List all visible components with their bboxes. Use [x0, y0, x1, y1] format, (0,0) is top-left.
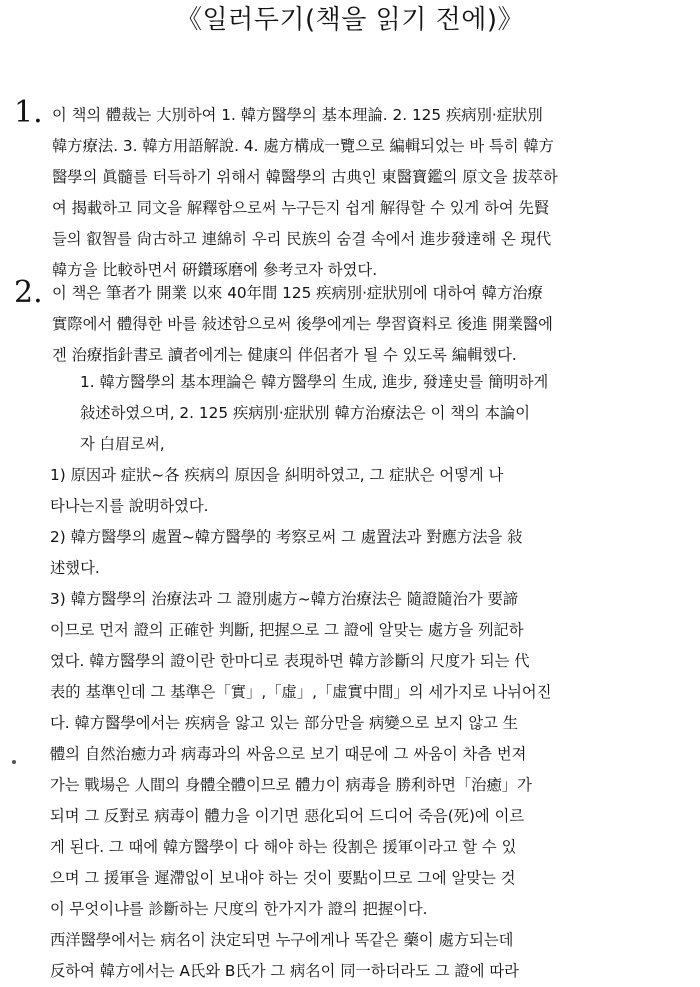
subsection-line: 2) 韓方醫學의 處置~韓方醫學的 考察로써 그 處置法과 對應方法을 敍 — [50, 528, 523, 546]
subsection-line: 타나는지를 說明하였다. — [50, 497, 209, 515]
subsection-line: 表的 基準인데 그 基準은「實」,「虛」,「虛實中間」의 세가지로 나뉘어진 — [50, 683, 552, 701]
section-1-body — [52, 100, 692, 286]
subsection-line: 敍述하였으며, 2. 125 疾病別·症狀別 韓方治療法은 이 책의 本論이 — [80, 404, 530, 422]
section-1-number: 1. — [14, 95, 43, 130]
subsection-line: 1) 原因과 症狀~各 疾病의 原因을 糾明하였고, 그 症狀은 어떻게 나 — [50, 466, 504, 484]
subsection-line: 되며 그 反對로 病毒이 體力을 이기면 惡化되어 드디어 죽음(死)에 이르 — [50, 807, 525, 825]
section-1-line: 醫學의 眞髓를 터득하기 위해서 韓醫學의 古典인 東醫寶鑑의 原文을 拔萃하 — [52, 168, 558, 186]
section-2-body — [52, 278, 692, 371]
subsection-line: 1. 韓方醫學의 基本理論은 韓方醫學의 生成, 進步, 發達史를 簡明하게 — [80, 373, 549, 391]
section-2-line: 實際에서 體得한 바를 敍述함으로써 後學에게는 學習資料로 後進 開業醫에 — [52, 315, 553, 333]
subsection-line: 자 白眉로써, — [80, 435, 165, 453]
section-2-number: 2. — [14, 275, 43, 310]
section-1-line: 들의 叡智를 尙古하고 連綿히 우리 民族의 숨결 속에서 進步發達해 온 現代 — [52, 230, 552, 248]
section-1-line: 이 책의 體裁는 大別하여 1. 韓方醫學의 基本理論. 2. 125 疾病別·症狀別 — [52, 106, 543, 124]
section-1-line: 여 揭載하고 同文을 解釋함으로써 누구든지 쉽게 解得할 수 있게 하여 先賢 — [52, 199, 550, 217]
section-2-line: 겐 治療指針書로 讀者에게는 健康의 伴侶者가 될 수 있도록 編輯했다. — [52, 346, 517, 364]
subsection-line: 이 무엇이냐를 診斷하는 尺度의 한가지가 證의 把握이다. — [50, 900, 428, 918]
page-title: 《일러두기(책을 읽기 전에)》 — [176, 5, 524, 35]
subsection-line: 가는 戰場은 人間의 身體全體이므로 體力이 病毒을 勝利하면「治癒」가 — [50, 776, 532, 794]
subsection-line: 體의 自然治癒力과 病毒과의 싸움으로 보기 때문에 그 싸움이 차츰 번져 — [50, 745, 527, 763]
subsection-line: 였다. 韓方醫學의 證이란 한마디로 表現하면 韓方診斷의 尺度가 되는 代 — [50, 652, 530, 670]
subsection-line: 反하여 韓方에서는 A氏와 B氏가 그 病名이 同一하더라도 그 證에 따라 — [50, 962, 519, 980]
subsection-line: 으며 그 援軍을 遲滯없이 보내야 하는 것이 要點이므로 그에 알맞는 것 — [50, 869, 516, 887]
subsection-line: 이므로 먼저 證의 正確한 判斷, 把握으로 그 證에 알맞는 處方을 列記하 — [50, 621, 524, 639]
subsection-body — [50, 367, 690, 987]
subsection-line: 西洋醫學에서는 病名이 決定되면 누구에게나 똑같은 藥이 處方되는데 — [50, 931, 514, 949]
subsection-line: 게 된다. 그 때에 韓方醫學이 다 해야 하는 役割은 援軍이라고 할 수 있 — [50, 838, 517, 856]
subsection-line: 述했다. — [50, 559, 100, 577]
subsection-line: 다. 韓方醫學에서는 疾病을 앓고 있는 部分만을 病變으로 보지 않고 生 — [50, 714, 519, 732]
subsection-line: 3) 韓方醫學의 治療法과 그 證別處方~韓方治療法은 隨證隨治가 要諦 — [50, 590, 519, 608]
section-1-line: 韓方療法. 3. 韓方用語解說. 4. 處方構成一覽으로 編輯되었는 바 특히 韓方 — [52, 137, 554, 155]
margin-dot — [12, 760, 16, 764]
section-1-line: 韓方을 比較하면서 硏鑽琢磨에 參考코자 하였다. — [52, 261, 378, 279]
section-2-line: 이 책은 筆者가 開業 以來 40年間 125 疾病別·症狀別에 대하여 韓方治療 — [52, 284, 543, 302]
